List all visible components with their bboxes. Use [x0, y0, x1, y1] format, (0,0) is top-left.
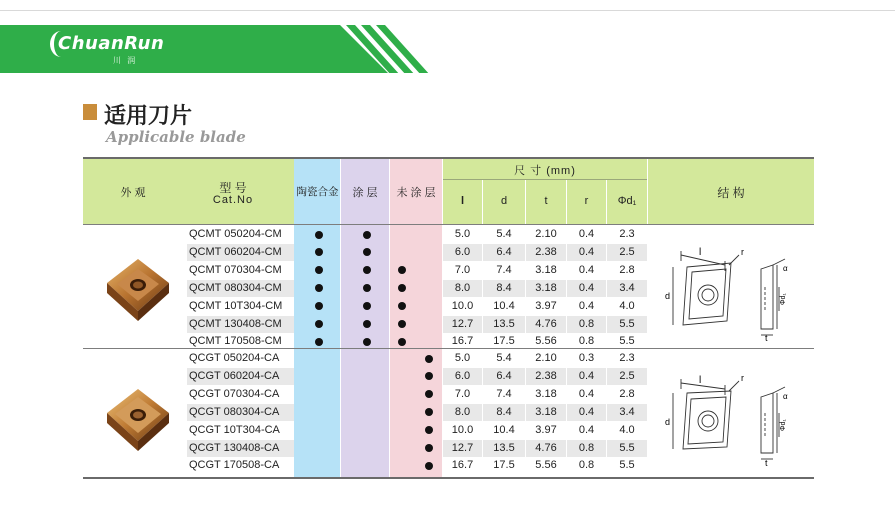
dim-d1-cell: 3.4: [619, 281, 635, 294]
dim-d1-cell: 4.0: [619, 423, 635, 436]
dim-d1-cell: 2.5: [619, 245, 635, 258]
dim-t-cell: 2.38: [535, 245, 557, 258]
dim-l-label: l: [699, 375, 702, 386]
dim-d1-cell: 5.5: [619, 441, 635, 454]
section-marker-icon: [83, 104, 97, 120]
dim-d-cell: 7.4: [496, 263, 512, 276]
dim-l-label: l: [699, 247, 702, 258]
dim-t-cell: 2.38: [535, 369, 557, 382]
model-cell: QCMT 050204-CM: [189, 228, 282, 240]
header-structure: 结 构: [717, 186, 745, 200]
uncoated-dot: [425, 462, 433, 470]
dim-r-cell: 0.4: [578, 405, 595, 418]
dim-d-cell: 6.4: [496, 369, 512, 382]
model-cell: QCMT 10T304-CM: [189, 299, 283, 312]
dim-l-cell: 12.7: [451, 441, 474, 454]
dim-d1-label: Φd₁: [780, 419, 787, 431]
section-subtitle: Applicable blade: [106, 128, 246, 146]
uncoated-dot: [398, 320, 406, 328]
header-appearance: 外 观: [120, 187, 146, 199]
dim-l-cell: 7.0: [454, 387, 471, 400]
cermet-dot: [315, 320, 323, 328]
header-dim-r: r: [584, 195, 589, 207]
dim-d-cell: 6.4: [496, 245, 512, 258]
header-uncoated: 未 涂 层: [396, 187, 436, 199]
header-coated: 涂 层: [352, 187, 378, 199]
header-bottom-rule: [83, 224, 814, 225]
coated-dot: [363, 338, 371, 346]
dim-d1-cell: 2.8: [619, 263, 635, 276]
dim-r-label: r: [741, 373, 744, 383]
cermet-column: [294, 157, 340, 479]
dim-alpha-label: α: [783, 392, 788, 401]
dim-r-cell: 0.3: [578, 352, 595, 364]
header-dims: 尺 寸 (mm): [514, 165, 576, 177]
dim-d1-cell: 2.5: [619, 369, 635, 382]
model-cell: QCGT 170508-CA: [189, 459, 280, 472]
dim-d1-cell: 5.5: [619, 459, 635, 472]
coated-column: [341, 157, 389, 479]
dim-l-cell: 5.0: [454, 352, 471, 364]
dim-t-label: t: [765, 333, 768, 341]
dim-t-cell: 4.76: [535, 317, 557, 330]
dim-d1-cell: 3.4: [619, 405, 635, 418]
dim-t-cell: 5.56: [535, 335, 557, 348]
header-model-cn: 型 号: [219, 181, 247, 195]
uncoated-dot: [425, 355, 433, 363]
brand-sub: 川 润: [113, 56, 138, 65]
model-cell: QCGT 060204-CA: [189, 369, 280, 382]
dim-t-cell: 2.10: [535, 352, 557, 364]
dim-t-cell: 5.56: [535, 459, 557, 472]
dim-d1-cell: 2.3: [619, 228, 635, 240]
logo-swoosh-icon: [50, 31, 72, 57]
coated-dot: [363, 320, 371, 328]
model-cell: QCMT 130408-CM: [189, 317, 282, 330]
dim-d1-label: Φd₁: [780, 293, 787, 305]
header-dim-l: l: [460, 195, 465, 207]
dim-d-label: d: [665, 291, 671, 301]
dim-t-cell: 3.18: [535, 281, 557, 294]
top-rule: [0, 10, 895, 11]
dim-d1-cell: 5.5: [619, 317, 635, 330]
dim-r-cell: 0.4: [578, 263, 595, 276]
dim-d-cell: 17.5: [493, 459, 515, 472]
header-model-en: Cat.No: [212, 194, 254, 206]
model-cell: QCMT 060204-CM: [189, 245, 282, 258]
table-top-rule: [83, 157, 814, 159]
dim-t-cell: 3.97: [535, 299, 557, 312]
dim-t-cell: 3.18: [535, 263, 557, 276]
table-bottom-rule: [83, 477, 814, 479]
blade-table: [83, 157, 814, 479]
dim-d1-cell: 5.5: [619, 335, 635, 348]
dim-l-cell: 10.0: [451, 423, 474, 436]
dim-d1-cell: 2.3: [619, 352, 635, 364]
cermet-dot: [315, 231, 323, 239]
dim-d-cell: 10.4: [493, 299, 515, 312]
uncoated-column: [390, 157, 442, 479]
model-cell: QCMT 170508-CM: [189, 335, 282, 348]
dim-t-cell: 4.76: [535, 441, 557, 454]
cm-structure-diagram: [665, 241, 805, 341]
dim-d-cell: 8.4: [496, 281, 512, 294]
dim-l-cell: 8.0: [454, 405, 471, 418]
dim-l-cell: 16.7: [451, 459, 474, 472]
brand-logo: [58, 33, 165, 65]
dim-d-label: d: [665, 417, 671, 427]
dim-d1-cell: 2.8: [619, 387, 635, 400]
header-dim-d: d: [500, 195, 508, 207]
dim-r-cell: 0.8: [578, 317, 595, 330]
model-cell: QCGT 10T304-CA: [189, 423, 280, 436]
header-dim-d1: Φd₁: [617, 195, 637, 207]
dim-t-cell: 3.18: [535, 387, 557, 400]
dim-d1-cell: 4.0: [619, 299, 635, 312]
dim-d-cell: 13.5: [493, 441, 515, 454]
header-dim-t: t: [544, 195, 548, 207]
brand-name: ChuanRun: [58, 33, 165, 54]
cm-insert-icon: [103, 255, 173, 325]
coated-dot: [363, 231, 371, 239]
dim-l-cell: 5.0: [454, 228, 471, 240]
uncoated-dot: [398, 338, 406, 346]
col-divider: [647, 157, 648, 479]
dim-r-cell: 0.8: [578, 459, 595, 472]
model-cell: QCGT 080304-CA: [189, 405, 280, 418]
dim-l-cell: 8.0: [454, 281, 471, 294]
ca-insert-icon: [103, 385, 173, 455]
dim-t-cell: 2.10: [535, 228, 557, 240]
model-cell: QCMT 080304-CM: [189, 281, 282, 294]
dim-d-cell: 5.4: [496, 228, 512, 240]
dim-r-cell: 0.4: [578, 281, 595, 294]
ca-structure-diagram: [665, 369, 805, 469]
dim-l-cell: 6.0: [454, 245, 471, 258]
model-cell: QCGT 070304-CA: [189, 387, 280, 400]
dim-d-cell: 5.4: [496, 352, 512, 364]
dim-r-cell: 0.4: [578, 228, 595, 240]
section-title: 适用刀片: [104, 104, 193, 129]
dim-r-cell: 0.4: [578, 387, 595, 400]
dim-l-cell: 16.7: [451, 335, 474, 348]
dim-t-cell: 3.97: [535, 423, 557, 436]
model-cell: QCMT 070304-CM: [189, 263, 282, 276]
dim-t-label: t: [765, 458, 768, 468]
dim-r-cell: 0.8: [578, 441, 595, 454]
dim-r-cell: 0.4: [578, 245, 595, 258]
header-cermet: 陶瓷合金: [296, 186, 339, 198]
dim-r-cell: 0.8: [578, 335, 595, 348]
dim-d-cell: 13.5: [493, 317, 515, 330]
dim-t-cell: 3.18: [535, 405, 557, 418]
dim-d-cell: 8.4: [496, 405, 512, 418]
dim-d-cell: 10.4: [493, 423, 515, 436]
cermet-dot: [315, 338, 323, 346]
dim-l-cell: 7.0: [454, 263, 471, 276]
dim-l-cell: 10.0: [451, 299, 474, 312]
dim-r-cell: 0.4: [578, 423, 595, 436]
dim-r-label: r: [741, 247, 744, 257]
dim-r-cell: 0.4: [578, 299, 595, 312]
dim-d-cell: 17.5: [493, 335, 515, 348]
dim-l-cell: 6.0: [454, 369, 471, 382]
dim-l-cell: 12.7: [451, 317, 474, 330]
uncoated-dot: [425, 444, 433, 452]
dim-d-cell: 7.4: [496, 387, 512, 400]
dim-r-cell: 0.4: [578, 369, 595, 382]
model-cell: QCGT 050204-CA: [189, 352, 280, 364]
model-cell: QCGT 130408-CA: [189, 441, 280, 454]
dims-rule: [443, 179, 647, 180]
dim-alpha-label: α: [783, 264, 788, 273]
